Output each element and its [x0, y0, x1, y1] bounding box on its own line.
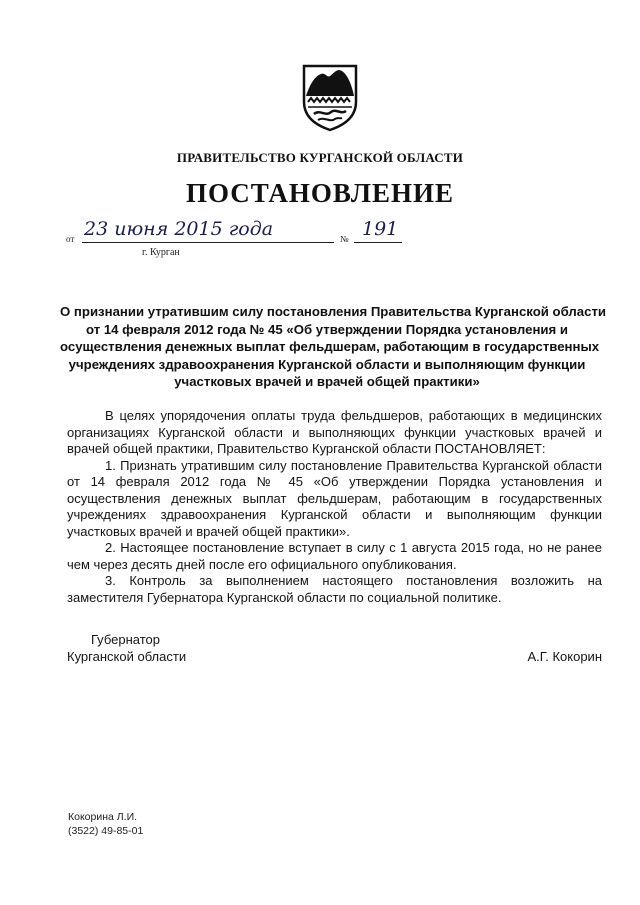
date-number-line: [66, 218, 399, 252]
handwritten-number: 191: [362, 218, 399, 240]
position-line-1: Губернатор: [91, 632, 160, 647]
date-prefix: от: [66, 234, 75, 244]
document-body: [67, 408, 602, 606]
coat-of-arms-icon: [300, 62, 360, 132]
number-field: [354, 218, 402, 243]
heading-line: от 14 февраля 2012 года № 45 «Об утверждении Порядка установления и: [85, 321, 569, 337]
document-type-title: ПОСТАНОВЛЕНИЕ: [185, 178, 455, 208]
heading-line: осуществления денежных выплат фельдшерам, работающим в государственных: [60, 339, 600, 354]
date-field: [82, 218, 334, 243]
preamble-paragraph: В целях упорядочения оплаты труда фельдшеров, работающих в медицинских организациях Курганской области и выполняющих функции участковых врачей и врачей общей практики, Правительство Курганской области ПОСТАНОВЛЯЕТ:: [67, 408, 602, 456]
document-heading: [60, 303, 607, 391]
clause-paragraph-2: 2. Настоящее постановление вступает в силу с 1 августа 2015 года, но не ранее чем через десять дней после его официального опубликования.: [67, 540, 602, 572]
handwritten-date: 23 июня 2015 года: [84, 218, 274, 240]
signatory-name: А.Г. Кокорин: [527, 649, 602, 664]
heading-line: О признании утратившим силу постановления Правительства Курганской области: [60, 304, 607, 319]
city-label: г. Курган: [142, 247, 180, 258]
government-title: ПРАВИТЕЛЬСТВО КУРГАНСКОЙ ОБЛАСТИ: [176, 150, 464, 165]
heading-line: учреждениях здравоохранения Курганской области и выполняющим функции: [68, 356, 586, 372]
number-prefix: №: [340, 234, 349, 244]
executor-contact: [68, 810, 143, 838]
position-line-2: Курганской области: [67, 648, 187, 664]
signatory-position: [67, 632, 186, 665]
clause-paragraph-3: 3. Контроль за выполнением настоящего постановления возложить на заместителя Губернатора Курганской области по социальной политике.: [67, 573, 602, 605]
heading-line: участковых врачей и врачей общей практики»: [174, 374, 480, 389]
clause-paragraph-1: 1. Признать утратившим силу постановление Правительства Курганской области от 14 февраля 2012 года № 45 «Об утверждении Порядка установления и осуществления денежных выплат фельдшерам, работающим в государственных учреждениях здравоохранения Курганской области и выполняющим функции участковых врачей и врачей общей практики».: [67, 457, 602, 539]
executor-phone: (3522) 49-85-01: [68, 825, 144, 837]
executor-name: Кокорина Л.И.: [68, 811, 138, 823]
